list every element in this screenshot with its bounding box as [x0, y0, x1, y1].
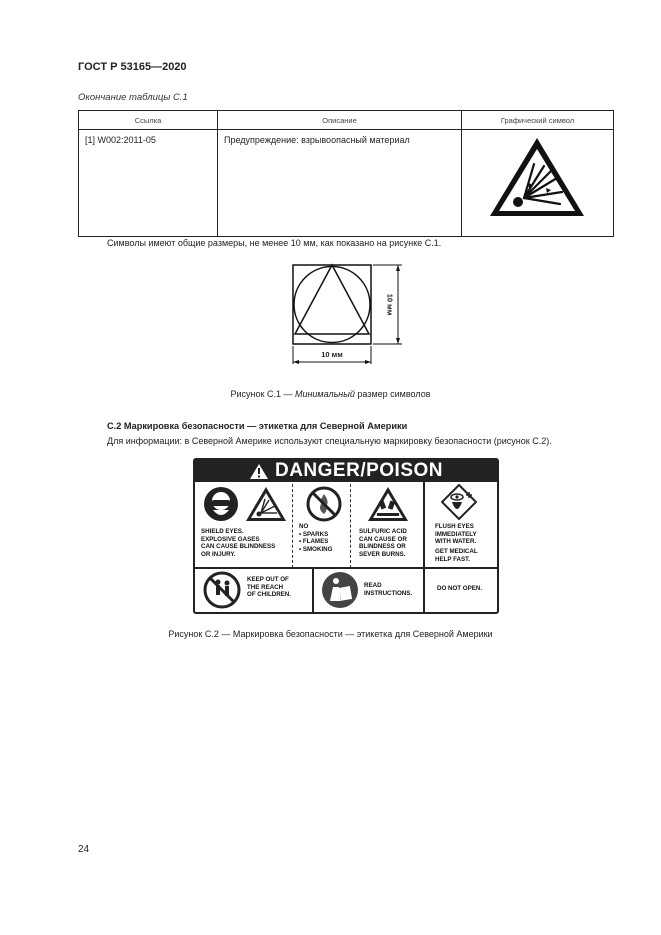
- no-flames-icon: [306, 486, 342, 522]
- table-caption: Окончание таблицы С.1: [78, 92, 188, 103]
- corrosive-warning-icon: [367, 486, 409, 522]
- label-title-bar: [195, 460, 497, 482]
- cell-description: Предупреждение: взрывоопасный материал: [218, 130, 462, 237]
- divider: [350, 484, 351, 568]
- figure1-caption: Рисунок С.1 — Минимальный размер символов: [230, 389, 431, 399]
- page-number: 24: [78, 844, 90, 855]
- dimension-label-horizontal: 10 мм: [321, 350, 343, 359]
- divider: [292, 484, 293, 568]
- label-text-no-sparks: NO • SPARKS • FLAMES • SMOKING: [299, 523, 333, 553]
- table-row: [79, 130, 614, 237]
- label-title: DANGER/POISON: [274, 460, 444, 481]
- label-text-flush-eyes: FLUSH EYES IMMEDIATELY WITH WATER.: [435, 523, 477, 545]
- document-header: ГОСТ Р 53165—2020: [78, 61, 187, 73]
- paragraph-symbol-size: Символы имеют общие размеры, не менее 10 мм, как показано на рисунке С.1.: [107, 238, 442, 248]
- label-text-get-help: GET MEDICAL HELP FAST.: [435, 548, 478, 563]
- section-heading: С.2 Маркировка безопасности — этикетка для Северной Америки: [107, 421, 408, 431]
- divider: [195, 567, 497, 569]
- label-text-shield-eyes: SHIELD EYES. EXPLOSIVE GASES CAN CAUSE BLINDNESS OR INJURY.: [201, 528, 276, 558]
- cell-symbol: [462, 130, 614, 237]
- section-paragraph: Для информации: в Северной Америке используют специальную маркировку безопасности (рисунок С.2).: [107, 436, 552, 446]
- label-text-keep-out: KEEP OUT OF THE REACH OF CHILDREN.: [247, 576, 291, 598]
- label-text-do-not-open: DO NOT OPEN.: [437, 585, 483, 592]
- column-header-ref: Ссылка: [79, 111, 218, 130]
- keep-away-children-icon: [203, 571, 241, 609]
- warning-triangle-icon: [249, 463, 269, 480]
- explosive-warning-icon: [462, 130, 612, 226]
- eye-protection-icon: [203, 486, 239, 522]
- danger-poison-label: [193, 458, 499, 614]
- figure2-caption: Рисунок С.2 — Маркировка безопасности — этикетка для Северной Америки: [168, 629, 493, 639]
- column-header-description: Описание: [218, 111, 462, 130]
- reference-table: [78, 110, 614, 237]
- explosion-warning-icon: [245, 486, 287, 522]
- column-header-symbol: Графический символ: [462, 111, 614, 130]
- divider: [312, 567, 314, 612]
- cell-ref: [1] W002:2011-05: [79, 130, 218, 237]
- dimension-label-vertical: 10 мм: [385, 293, 395, 316]
- label-text-sulfuric-acid: SULFURIC ACID CAN CAUSE OR BLINDNESS OR SEVER BURNS.: [359, 528, 407, 558]
- read-manual-icon: [321, 571, 359, 609]
- eye-wash-icon: [441, 484, 477, 520]
- divider: [423, 482, 425, 612]
- label-text-read-instructions: READ INSTRUCTIONS.: [364, 582, 413, 597]
